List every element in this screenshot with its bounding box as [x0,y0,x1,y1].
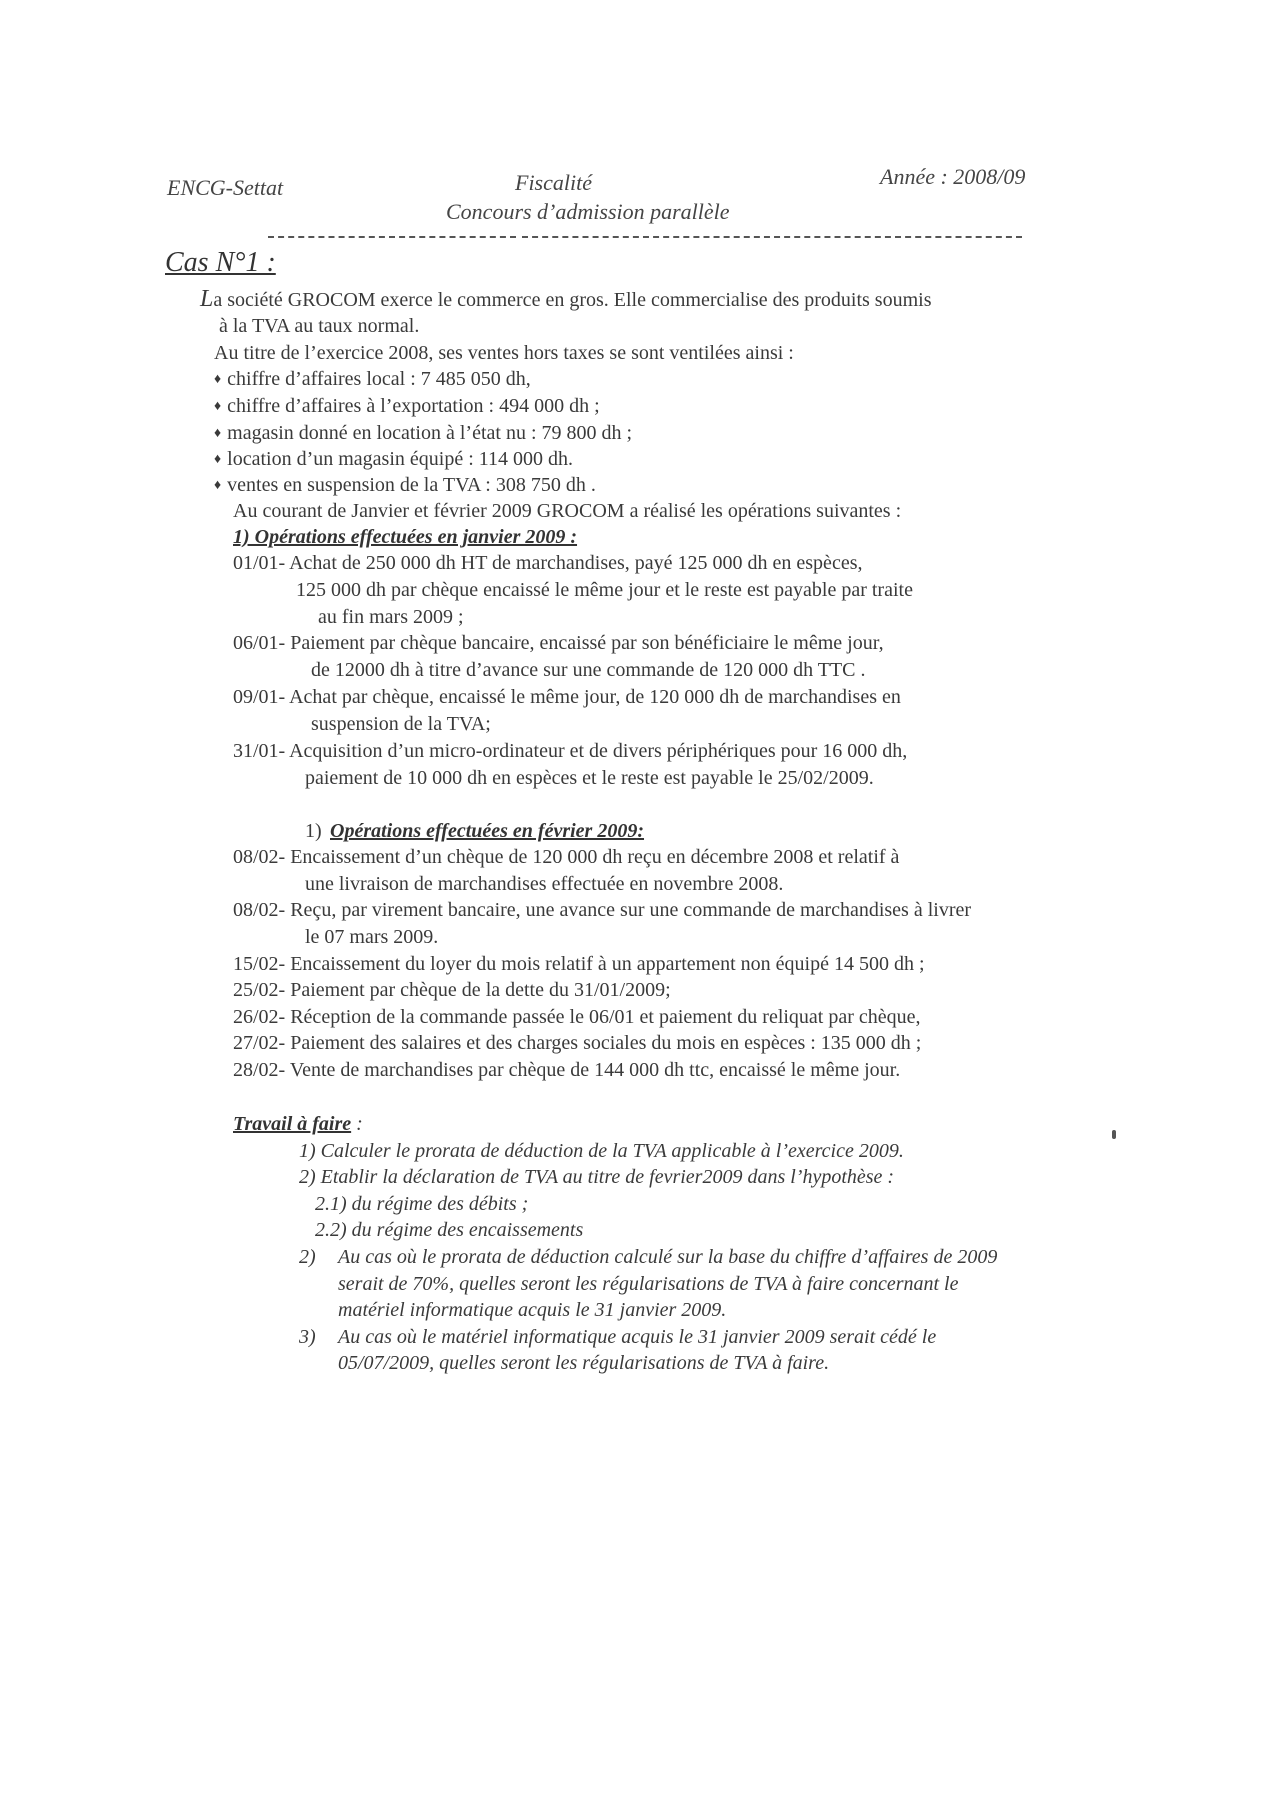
operation-line: 06/01- Paiement par chèque bancaire, encaissé par son bénéficiaire le même jour, [233,632,884,654]
bullet-item: ♦ ventes en suspension de la TVA : 308 750 dh . [214,474,596,496]
question-4-line: Au cas où le matériel informatique acquis le 31 janvier 2009 serait cédé le [338,1326,937,1348]
question-4-line: 05/07/2009, quelles seront les régularisations de TVA à faire. [338,1352,830,1374]
intro-dropcap: L [200,286,214,312]
operation-line-cont: le 07 mars 2009. [305,926,439,948]
operation-line: 08/02- Reçu, par virement bancaire, une avance sur une commande de marchandises à livrer [233,899,972,921]
question-2-2: 2.2) du régime des encaissements [315,1219,584,1241]
case-title: Cas N°1 : [165,247,276,278]
operation-line-cont: au fin mars 2009 ; [318,606,464,628]
operation-line: 27/02- Paiement des salaires et des charges sociales du mois en espèces : 135 000 dh ; [233,1032,922,1054]
question-2: 2) Etablir la déclaration de TVA au titre de fevrier2009 dans l’hypothèse : [299,1166,895,1188]
operation-line: 08/02- Encaissement d’un chèque de 120 000 dh reçu en décembre 2008 et relatif à [233,846,900,868]
work-section-title: Travail à faire : [233,1113,363,1135]
intro-line-1: La société GROCOM exerce le commerce en gros. Elle commercialise des produits soumis [200,286,932,312]
bullet-item: ♦ magasin donné en location à l’état nu : 79 800 dh ; [214,422,633,444]
intro-line-2: à la TVA au taux normal. [219,315,420,337]
february-section-number: 1) [305,820,322,842]
bullet-item: ♦ location d’un magasin équipé : 114 000 dh. [214,448,574,470]
bullet-item: ♦ chiffre d’affaires local : 7 485 050 dh, [214,368,531,390]
scan-speck [1112,1130,1116,1139]
exam-year: Année : 2008/09 [880,164,1026,189]
february-section-title: Opérations effectuées en février 2009: [330,820,645,842]
operation-date: 25/02- [233,979,286,1001]
bullet-item: ♦ chiffre d’affaires à l’exportation : 494 000 dh ; [214,395,600,417]
operation-line-cont: 125 000 dh par chèque encaissé le même jour et le reste est payable par traite [296,579,913,601]
operation-date: 08/02- [233,899,286,921]
contest-title: Concours d’admission parallèle [446,199,730,224]
operation-date: 26/02- [233,1006,286,1028]
operation-line: 28/02- Vente de marchandises par chèque de 144 000 dh ttc, encaissé le même jour. [233,1059,901,1081]
operation-date: 27/02- [233,1032,286,1054]
question-4-number: 3) [299,1326,316,1348]
question-3-line: matériel informatique acquis le 31 janvier 2009. [338,1299,727,1321]
operation-date: 28/02- [233,1059,286,1081]
operation-date: 31/01- [233,740,286,762]
operation-line-cont: suspension de la TVA; [311,713,491,735]
operation-line: 01/01- Achat de 250 000 dh HT de marchandises, payé 125 000 dh en espèces, [233,552,863,574]
operation-line: 31/01- Acquisition d’un micro-ordinateur et de divers périphériques pour 16 000 dh, [233,740,908,762]
operation-line: 25/02- Paiement par chèque de la dette du 31/01/2009; [233,979,671,1001]
diamond-bullet-icon: ♦ [214,478,222,493]
intro-line-3: Au titre de l’exercice 2008, ses ventes hors taxes se sont ventilées ainsi : [214,342,794,364]
operation-line-cont: paiement de 10 000 dh en espèces et le reste est payable le 25/02/2009. [305,767,874,789]
header-rule-left [268,236,516,238]
diamond-bullet-icon: ♦ [214,399,222,414]
question-3-line: Au cas où le prorata de déduction calculé sur la base du chiffre d’affaires de 2009 [338,1246,998,1268]
operation-date: 01/01- [233,552,286,574]
diamond-bullet-icon: ♦ [214,452,222,467]
transition-text: Au courant de Janvier et février 2009 GROCOM a réalisé les opérations suivantes : [233,500,902,522]
operation-line-cont: une livraison de marchandises effectuée en novembre 2008. [305,873,784,895]
diamond-bullet-icon: ♦ [214,426,222,441]
header-rule-right [522,236,1022,238]
school-name: ENCG-Settat [167,175,284,200]
operation-line: 15/02- Encaissement du loyer du mois relatif à un appartement non équipé 14 500 dh ; [233,953,925,975]
operation-date: 06/01- [233,632,286,654]
january-section-title: 1) Opérations effectuées en janvier 2009 : [233,526,578,548]
question-3-number: 2) [299,1246,316,1268]
question-3-line: serait de 70%, quelles seront les régularisations de TVA à faire concernant le [338,1273,959,1295]
operation-line: 09/01- Achat par chèque, encaissé le même jour, de 120 000 dh de marchandises en [233,686,901,708]
question-1: 1) Calculer le prorata de déduction de la TVA applicable à l’exercice 2009. [299,1140,904,1162]
operation-date: 15/02- [233,953,286,975]
diamond-bullet-icon: ♦ [214,372,222,387]
subject-title: Fiscalité [515,170,592,195]
operation-date: 09/01- [233,686,286,708]
operation-date: 08/02- [233,846,286,868]
operation-line: 26/02- Réception de la commande passée le 06/01 et paiement du reliquat par chèque, [233,1006,921,1028]
question-2-1: 2.1) du régime des débits ; [315,1193,529,1215]
operation-line-cont: de 12000 dh à titre d’avance sur une commande de 120 000 dh TTC . [311,659,866,681]
